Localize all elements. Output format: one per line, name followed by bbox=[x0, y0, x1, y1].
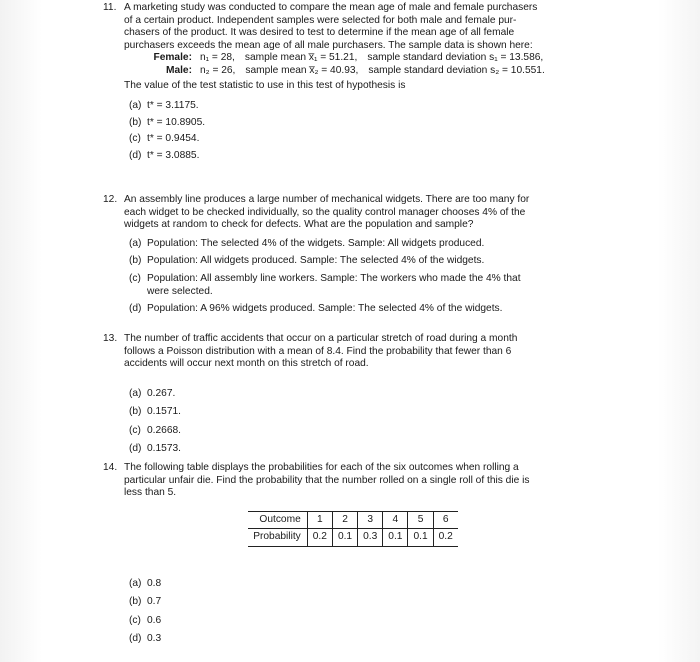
table-cell: 3 bbox=[358, 511, 383, 529]
option-a[interactable]: (a) 0.267. bbox=[129, 387, 176, 399]
table-cell: 2 bbox=[332, 511, 357, 529]
answer-options bbox=[129, 575, 584, 649]
question-text-line: A marketing study was conducted to compare the mean age of male and female purchasers bbox=[124, 2, 538, 13]
answer-options bbox=[129, 385, 584, 459]
table-cell: 5 bbox=[408, 511, 433, 529]
table-cell: 0.3 bbox=[358, 529, 383, 547]
question-text-line: purchasers exceeds the mean age of all male purchasers. The sample data is shown here: bbox=[124, 39, 533, 51]
male-sample-row bbox=[148, 65, 584, 78]
question-number: 13. bbox=[103, 333, 118, 344]
answer-options bbox=[129, 238, 584, 316]
answer-options bbox=[129, 98, 584, 164]
table-cell: 1 bbox=[307, 511, 332, 529]
question-prompt: The value of the test statistic to use in this test of hypothesis is bbox=[124, 79, 406, 91]
question-text-line: less than 5. bbox=[124, 487, 177, 499]
male-sd: sample standard deviation s₂ = 10.551. bbox=[368, 64, 545, 76]
option-d[interactable]: (d) 0.1573. bbox=[129, 443, 181, 455]
option-c[interactable]: (c) Population: All assembly line workers. Sample: The workers who made the 4% that were selected. bbox=[129, 272, 521, 297]
probability-table bbox=[248, 511, 458, 547]
question-12 bbox=[104, 194, 584, 316]
option-b[interactable]: (b) Population: All widgets produced. Sample: The selected 4% of the widgets. bbox=[129, 255, 485, 267]
question-number: 11. bbox=[103, 2, 117, 13]
option-b[interactable]: (b) 0.7 bbox=[129, 596, 162, 608]
female-sample-row bbox=[148, 52, 584, 65]
male-mean: sample mean x̅₂ = 40.93, bbox=[245, 64, 359, 76]
question-14 bbox=[104, 462, 584, 649]
question-number: 14. bbox=[103, 462, 118, 473]
question-text-line: follows a Poisson distribution with a mean of 8.4. Find the probability that fewer than 6 bbox=[124, 345, 512, 357]
question-text-line: chasers of the product. It was desired to test to determine if the mean age of all female bbox=[124, 27, 515, 39]
male-label: Male: bbox=[165, 64, 192, 76]
female-mean: sample mean x̅₁ = 51.21, bbox=[244, 52, 358, 64]
probability-table-wrapper bbox=[104, 511, 584, 547]
female-n: n₁ = 28, bbox=[200, 52, 235, 64]
option-c[interactable]: (c) 0.2668. bbox=[129, 424, 181, 436]
male-n: n₂ = 26, bbox=[200, 64, 236, 76]
female-label: Female: bbox=[153, 52, 192, 64]
table-cell: 4 bbox=[383, 511, 408, 529]
table-row bbox=[248, 511, 458, 529]
question-text-line: The number of traffic accidents that occur on a particular stretch of road during a month bbox=[124, 333, 518, 344]
option-c[interactable]: (c) t* = 0.9454. bbox=[129, 133, 200, 145]
table-cell: 0.1 bbox=[383, 529, 408, 547]
table-cell: 6 bbox=[433, 511, 458, 529]
option-a[interactable]: (a) t* = 3.1175. bbox=[129, 100, 199, 112]
row-header-probability: Probability bbox=[248, 529, 307, 547]
question-text-line: widgets at random to check for defects. What are the population and sample? bbox=[124, 219, 474, 231]
option-d[interactable]: (d) t* = 3.0885. bbox=[129, 149, 200, 161]
female-sd: sample standard deviation s₁ = 13.586, bbox=[367, 52, 544, 64]
option-c[interactable]: (c) 0.6 bbox=[129, 614, 162, 626]
row-header-outcome: Outcome bbox=[248, 511, 307, 529]
question-text-line: each widget to be checked individually, so the quality control manager chooses 4% of the bbox=[124, 206, 526, 218]
question-11 bbox=[104, 2, 584, 165]
question-text-line: of a certain product. Independent samples were selected for both male and female pur- bbox=[124, 14, 517, 26]
question-text-line: An assembly line produces a large number of mechanical widgets. There are too many for bbox=[124, 194, 530, 205]
option-b[interactable]: (b) 0.1571. bbox=[129, 406, 181, 418]
option-d[interactable]: (d) 0.3 bbox=[129, 633, 162, 645]
question-13 bbox=[104, 333, 584, 459]
option-d[interactable]: (d) Population: A 96% widgets produced. Sample: The selected 4% of the widgets. bbox=[129, 303, 503, 315]
question-text-line: particular unfair die. Find the probability that the number rolled on a single roll of this die is bbox=[124, 474, 530, 486]
option-a[interactable]: (a) Population: The selected 4% of the widgets. Sample: All widgets produced. bbox=[129, 237, 485, 249]
option-b[interactable]: (b) t* = 10.8905. bbox=[129, 116, 206, 128]
table-cell: 0.2 bbox=[433, 529, 458, 547]
table-row bbox=[248, 529, 458, 547]
question-number: 12. bbox=[103, 194, 118, 205]
table-cell: 0.2 bbox=[307, 529, 332, 547]
table-cell: 0.1 bbox=[332, 529, 357, 547]
question-text-line: The following table displays the probabilities for each of the six outcomes when rolling a bbox=[124, 462, 519, 473]
option-a[interactable]: (a) 0.8 bbox=[129, 577, 162, 589]
table-cell: 0.1 bbox=[408, 529, 433, 547]
question-text-line: accidents will occur next month on this stretch of road. bbox=[124, 358, 369, 370]
